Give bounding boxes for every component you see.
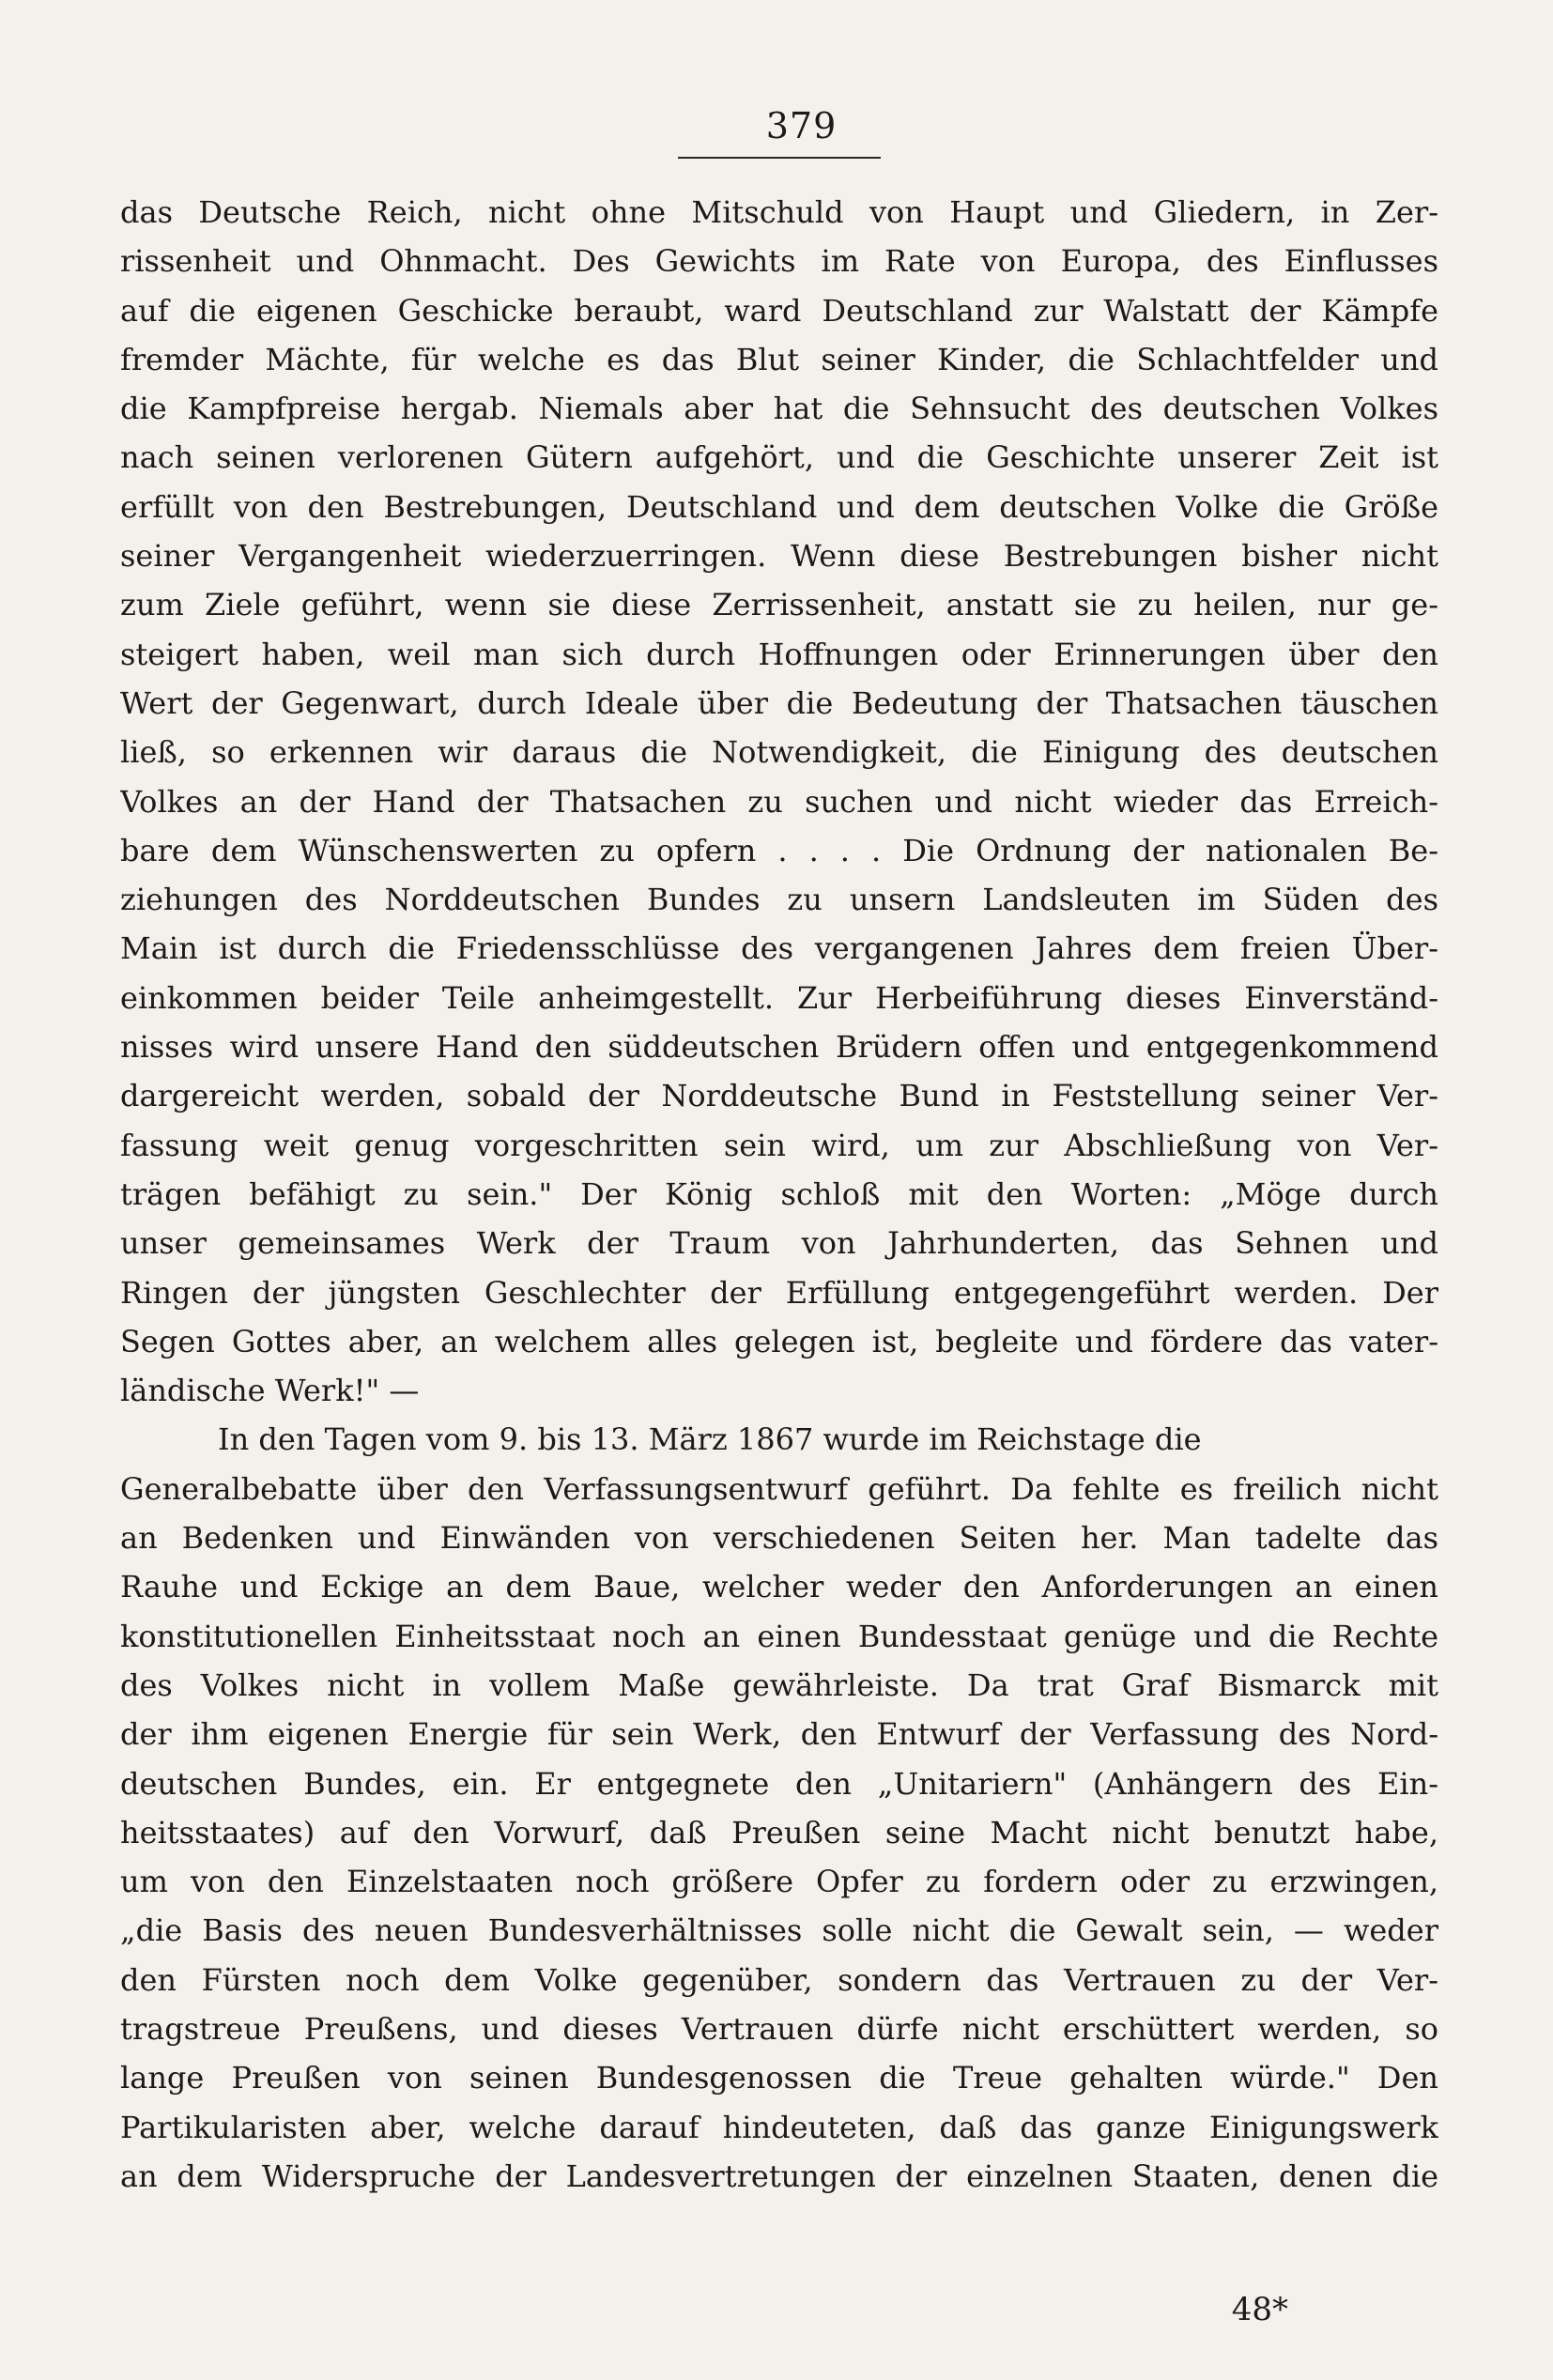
text-line: trägen befähigt zu sein." Der König schloß mit den Worten: „Möge durch (120, 1175, 1438, 1212)
text-line: um von den Einzelstaaten noch größere Opfer zu fordern oder zu erzwingen, (120, 1864, 1438, 1900)
text-line: In den Tagen vom 9. bis 13. März 1867 wurde im Reichstage die (218, 1421, 1202, 1458)
text-line: lange Preußen von seinen Bundesgenossen die Treue gehalten würde." Den (120, 2060, 1438, 2096)
text-line: an dem Widerspruche der Landesvertretungen der einzelnen Staaten, denen die (120, 2157, 1438, 2194)
text-line: die Kampfpreise hergab. Niemals aber hat die Sehnsucht des deutschen Volkes (120, 391, 1438, 427)
body-text (120, 188, 1438, 2201)
text-line: das Deutsche Reich, nicht ohne Mitschuld von Haupt und Gliedern, in Zer- (120, 194, 1438, 230)
text-line: ziehungen des Norddeutschen Bundes zu unsern Landsleuten im Süden des (120, 882, 1438, 918)
text-line: ließ, so erkennen wir daraus die Notwendigkeit, die Einigung des deutschen (120, 734, 1438, 771)
text-line: erfüllt von den Bestrebungen, Deutschland und dem deutschen Volke die Größe (120, 488, 1438, 525)
text-line: nach seinen verlorenen Gütern aufgehört, und die Geschichte unserer Zeit ist (120, 439, 1438, 476)
text-line: zum Ziele geführt, wenn sie diese Zerrissenheit, anstatt sie zu heilen, nur ge- (120, 587, 1438, 623)
text-line: Main ist durch die Friedensschlüsse des vergangenen Jahres dem freien Über- (120, 930, 1438, 967)
text-line: Rauhe und Eckige an dem Baue, welcher weder den Anforderungen an einen (120, 1569, 1438, 1605)
sheet-signature-mark: 48* (1231, 2291, 1288, 2328)
text-line: einkommen beider Teile anheimgestellt. Zur Herbeiführung dieses Einverständ- (120, 979, 1438, 1016)
text-line: bare dem Wünschenswerten zu opfern . . . . Die Ordnung der nationalen Be- (120, 832, 1438, 868)
text-line: des Volkes nicht in vollem Maße gewährleiste. Da trat Graf Bismarck mit (120, 1666, 1438, 1703)
text-line: rissenheit und Ohnmacht. Des Gewichts im Rate von Europa, des Einflusses (120, 243, 1438, 280)
text-line: heitsstaates) auf den Vorwurf, daß Preußen seine Macht nicht benutzt habe, (120, 1814, 1438, 1850)
text-line: „die Basis des neuen Bundesverhältnisses solle nicht die Gewalt sein, — weder (120, 1912, 1438, 1949)
text-line: Wert der Gegenwart, durch Ideale über die Bedeutung der Thatsachen täuschen (120, 684, 1438, 721)
text-line: steigert haben, weil man sich durch Hoffnungen oder Erinnerungen über den (120, 636, 1438, 672)
text-line: Segen Gottes aber, an welchem alles gelegen ist, begleite und fördere das vater- (120, 1323, 1438, 1359)
text-line: Ringen der jüngsten Geschlechter der Erfüllung entgegengeführt werden. Der (120, 1274, 1438, 1311)
page-number: 379 (765, 105, 838, 146)
text-line: Partikularisten aber, welche darauf hindeuteten, daß das ganze Einigungswerk (120, 2109, 1438, 2145)
text-line: an Bedenken und Einwänden von verschiedenen Seiten her. Man tadelte das (120, 1520, 1438, 1557)
text-line: fremder Mächte, für welche es das Blut seiner Kinder, die Schlachtfelder und (120, 341, 1438, 377)
text-line: Volkes an der Hand der Thatsachen zu suchen und nicht wieder das Erreich- (120, 783, 1438, 820)
text-line: nisses wird unsere Hand den süddeutschen Brüdern offen und entgegenkommend (120, 1029, 1438, 1066)
text-line: fassung weit genug vorgeschritten sein wird, um zur Abschließung von Ver- (120, 1127, 1438, 1163)
text-line: unser gemeinsames Werk der Traum von Jahrhunderten, das Sehnen und (120, 1225, 1438, 1262)
text-line: konstitutionellen Einheitsstaat noch an einen Bundesstaat genüge und die Rechte (120, 1618, 1438, 1654)
text-line: den Fürsten noch dem Volke gegenüber, sondern das Vertrauen zu der Ver- (120, 1961, 1438, 1998)
text-line: der ihm eigenen Energie für sein Werk, den Entwurf der Verfassung des Nord- (120, 1716, 1438, 1753)
text-line: dargereicht werden, sobald der Norddeutsche Bund in Feststellung seiner Ver- (120, 1078, 1438, 1114)
text-line: seiner Vergangenheit wiederzuerringen. Wenn diese Bestrebungen bisher nicht (120, 538, 1438, 575)
text-line: tragstreue Preußens, und dieses Vertrauen dürfe nicht erschüttert werden, so (120, 2010, 1438, 2047)
header-rule (678, 157, 881, 159)
text-line: ländische Werk!" — (120, 1373, 420, 1409)
text-line: Generalbebatte über den Verfassungsentwurf geführt. Da fehlte es freilich nicht (120, 1470, 1438, 1507)
text-line: auf die eigenen Geschicke beraubt, ward Deutschland zur Walstatt der Kämpfe (120, 292, 1438, 329)
text-line: deutschen Bundes, ein. Er entgegnete den „Unitariern" (Anhängern des Ein- (120, 1765, 1438, 1802)
